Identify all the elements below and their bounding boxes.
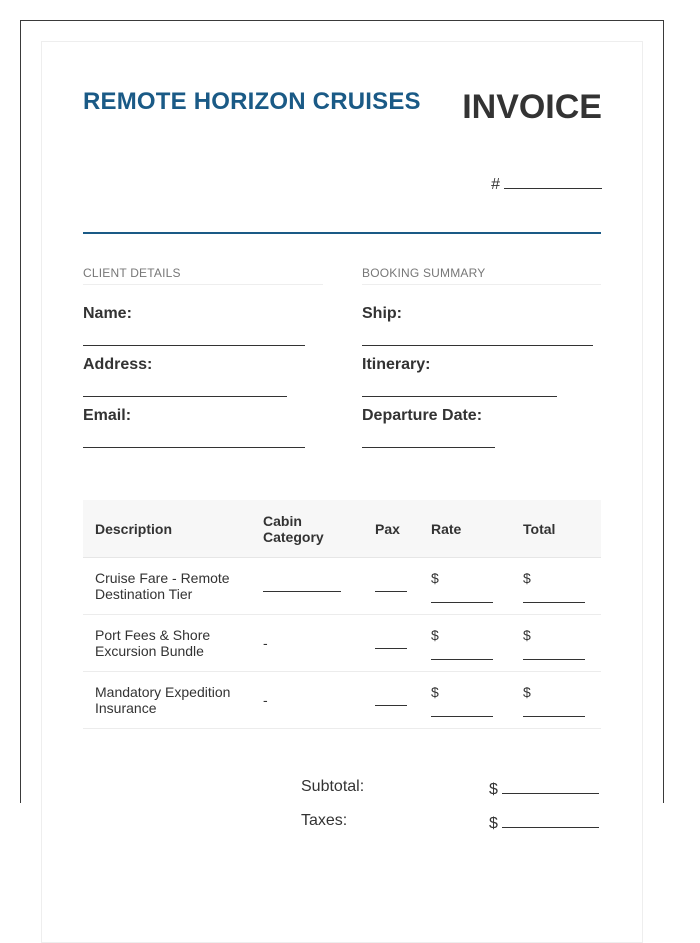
row-total-cell	[511, 558, 601, 615]
client-address-label: Address:	[83, 356, 153, 373]
row-total-cell	[511, 615, 601, 672]
pax-blank	[375, 577, 407, 592]
table-row	[83, 672, 601, 729]
row-total-cell	[511, 672, 601, 729]
rate-blank	[431, 702, 493, 717]
row-rate-cell	[419, 615, 511, 672]
row-pax-cell	[363, 615, 419, 672]
client-name-field	[83, 305, 323, 336]
itinerary-label: Itinerary:	[362, 356, 431, 373]
ship-field	[362, 305, 601, 336]
itinerary-blank	[362, 396, 557, 397]
subtotal-currency: $	[489, 781, 498, 798]
subtotal-value	[489, 778, 599, 799]
total-currency: $	[523, 569, 531, 586]
table-row	[83, 615, 601, 672]
total-currency: $	[523, 626, 531, 643]
client-address-blank	[83, 396, 287, 397]
total-blank	[523, 645, 585, 660]
client-details-section	[83, 266, 323, 438]
pax-blank	[375, 691, 407, 706]
booking-summary-heading: BOOKING SUMMARY	[362, 266, 601, 285]
client-details-heading: CLIENT DETAILS	[83, 266, 323, 285]
rate-currency: $	[431, 569, 439, 586]
row-cabin-cell: -	[251, 615, 363, 672]
invoice-title: INVOICE	[462, 88, 602, 126]
taxes-currency: $	[489, 815, 498, 832]
row-cabin-cell	[251, 558, 363, 615]
totals-section	[301, 774, 601, 842]
total-currency: $	[523, 683, 531, 700]
subtotal-row	[301, 774, 601, 808]
client-email-label: Email:	[83, 407, 132, 424]
invoice-number-prefix: #	[491, 176, 500, 193]
total-blank	[523, 702, 585, 717]
client-address-field	[83, 356, 323, 387]
rate-blank	[431, 588, 493, 603]
row-rate-cell	[419, 558, 511, 615]
row-rate-cell	[419, 672, 511, 729]
invoice-number	[491, 174, 602, 194]
rate-currency: $	[431, 626, 439, 643]
invoice-sheet	[41, 41, 643, 943]
row-description: Mandatory Expedition Insurance	[83, 672, 251, 729]
table-row	[83, 558, 601, 615]
subtotal-blank	[502, 778, 599, 794]
ship-blank	[362, 345, 593, 346]
departure-date-field	[362, 407, 601, 438]
row-pax-cell	[363, 558, 419, 615]
total-blank	[523, 588, 585, 603]
departure-date-label: Departure Date:	[362, 407, 483, 424]
rate-currency: $	[431, 683, 439, 700]
taxes-blank	[502, 812, 599, 828]
company-name: REMOTE HORIZON CRUISES	[83, 88, 421, 115]
subtotal-label: Subtotal:	[301, 778, 365, 795]
row-description: Port Fees & Shore Excursion Bundle	[83, 615, 251, 672]
booking-summary-section	[362, 266, 601, 438]
pax-blank	[375, 634, 407, 649]
col-header-rate: Rate	[419, 500, 511, 558]
departure-date-blank	[362, 447, 495, 448]
itinerary-field	[362, 356, 601, 387]
ship-label: Ship:	[362, 305, 402, 322]
col-header-description: Description	[83, 500, 251, 558]
taxes-label: Taxes:	[301, 812, 348, 829]
header-divider	[83, 232, 601, 234]
row-cabin-cell: -	[251, 672, 363, 729]
col-header-total: Total	[511, 500, 601, 558]
cabin-blank	[263, 577, 341, 592]
table-header-row	[83, 500, 601, 558]
client-name-blank	[83, 345, 305, 346]
rate-blank	[431, 645, 493, 660]
row-pax-cell	[363, 672, 419, 729]
invoice-number-blank	[504, 174, 602, 189]
line-items-table	[83, 500, 601, 729]
taxes-row	[301, 808, 601, 842]
col-header-pax: Pax	[363, 500, 419, 558]
client-email-blank	[83, 447, 305, 448]
client-name-label: Name:	[83, 305, 132, 322]
client-email-field	[83, 407, 323, 438]
taxes-value	[489, 812, 599, 833]
document-viewport	[20, 20, 664, 832]
col-header-cabin-category: Cabin Category	[251, 500, 363, 558]
row-description: Cruise Fare - Remote Destination Tier	[83, 558, 251, 615]
